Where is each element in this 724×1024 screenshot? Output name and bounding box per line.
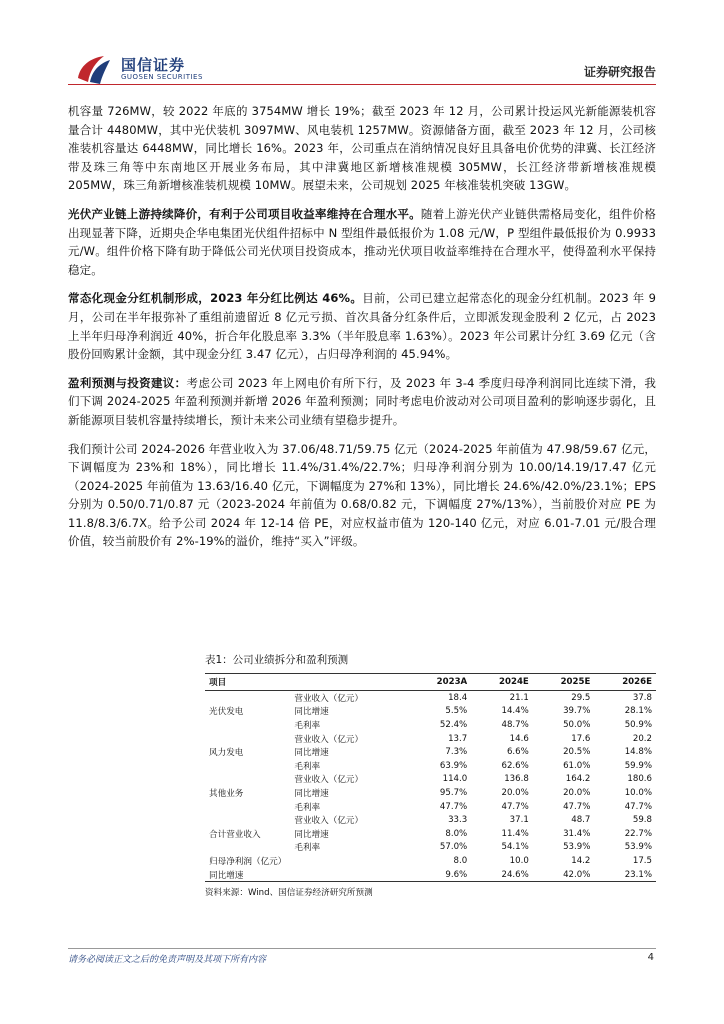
forecast-table [205, 673, 656, 882]
table-cell: 20.0% [563, 787, 591, 798]
table-cell [205, 773, 290, 787]
table-cell: 毛利率 [294, 802, 321, 813]
table-cell: 14.6 [509, 733, 529, 744]
table-cell: 47.7% [501, 801, 529, 812]
table-cell [290, 854, 408, 868]
table-row [205, 813, 656, 827]
table-cell: 毛利率 [294, 720, 321, 731]
table-cell: 50.9% [624, 719, 652, 730]
table-cell: 42.0% [533, 868, 595, 882]
table-cell: 136.8 [504, 774, 529, 785]
table-cell: 7.3% [445, 747, 468, 758]
table-cell [205, 800, 290, 814]
table-cell: 13.7 [448, 733, 468, 744]
table-row [205, 800, 656, 814]
table-cell: 23.1% [594, 868, 656, 882]
table-cell: 20.2 [632, 733, 652, 744]
table-cell: 9.6% [408, 868, 471, 882]
table-cell: 31.4% [563, 828, 591, 839]
table-cell: 57.0% [439, 842, 468, 853]
header-2025e: 2025E [533, 674, 595, 691]
table-cell: 毛利率 [294, 843, 321, 854]
table-cell: 光伏发电 [209, 707, 244, 718]
table-body [205, 691, 656, 882]
guosen-logo-icon [74, 52, 114, 86]
table-row [205, 868, 656, 882]
table-header-row [205, 674, 656, 691]
table-cell: 39.7% [563, 706, 591, 717]
table-cell: 同比增速 [294, 707, 329, 718]
table-row [205, 705, 656, 719]
table-cell: 同比增速 [205, 868, 290, 882]
table-cell: 10.0 [509, 855, 529, 866]
paragraph-lead: 光伏产业链上游持续降价，有利于公司项目收益率维持在合理水平。 [68, 206, 421, 221]
table-cell: 48.7 [571, 815, 591, 826]
logo-cn-text: 国信证券 [121, 56, 186, 74]
table-cell: 11.4% [501, 828, 529, 839]
paragraph-lead: 常态化现金分红机制形成，2023 年分红比例达 46%。 [68, 291, 363, 306]
table-cell: 17.6 [571, 733, 591, 744]
table-cell: 47.7% [624, 801, 652, 812]
header-divider [68, 84, 656, 85]
paragraph-text: 考虑公司 2023 年上网电价有所下行，及 2023 年 3-4 季度归母净利润同比连续下滑，我们下调 2024-2025 年盈利预测并新增 2026 年盈利预测；同时考虑电价波动对公司项目盈利的影响逐步弱化，且新能源项目装机容量持续增长，预计未来公司业绩有望稳步提升。 [68, 375, 657, 427]
table-cell: 同比增速 [294, 788, 329, 799]
table-cell: 10.0% [624, 787, 652, 798]
table-cell: 47.7% [439, 801, 468, 812]
table-cell: 6.6% [506, 747, 529, 758]
table-cell: 其他业务 [209, 788, 244, 799]
table-cell: 14.4% [501, 706, 529, 717]
table-cell: 22.7% [624, 828, 652, 839]
page-number: 4 [647, 952, 654, 963]
header-2024e: 2024E [471, 674, 533, 691]
table-cell [205, 759, 290, 773]
table-cell: 合计营业收入 [209, 829, 261, 840]
paragraph-text: 目前，公司已建立起常态化的现金分红机制。2023 年 9 月，公司在半年报弥补了重组前遗留近 8 亿元亏损、首次具备分红条件后，立即派发现金股利 2 亿元，占 2023 上半年归母净利润近 40%，折合年化股息率 3.3%（半年股息率 1.63%）。2023 年公司累计分红 3.69 亿元（含股份回购累计金额，其中现金分红 3.47 亿元），占归母净利润的 45.94%。 [68, 291, 656, 362]
table-cell: 28.1% [624, 706, 652, 717]
header-2026e: 2026E [594, 674, 656, 691]
header-item: 项目 [205, 674, 290, 691]
table-row [205, 827, 656, 841]
table-cell: 营业收入（亿元） [294, 775, 364, 786]
table-cell: 61.0% [563, 760, 591, 771]
forecast-table-block [205, 652, 656, 898]
paragraph-lead: 盈利预测与投资建议： [68, 375, 187, 390]
table-cell: 20.0% [501, 787, 529, 798]
paragraph-text: 随着上游光伏产业链供需格局变化，组件价格出现显著下降，近期央企华电集团光伏组件招标中 N 型组件最低报价为 1.08 元/W，P 型组件最低报价为 0.9933 元/W。组件价格下降有助于降低公司光伏项目投资成本，推动光伏项目收益率维持在合理水平，使得盈利水平保持稳定。 [68, 206, 657, 277]
table-row [205, 691, 656, 705]
table-cell: 54.1% [501, 842, 529, 853]
table-cell: 营业收入（亿元） [294, 734, 364, 745]
table-cell: 33.3 [448, 815, 468, 826]
table-cell: 毛利率 [294, 761, 321, 772]
table-row [205, 773, 656, 787]
table-cell: 29.5 [571, 692, 591, 703]
header-2023a: 2023A [408, 674, 471, 691]
table-cell: 62.6% [501, 760, 529, 771]
paragraph-capacity [68, 102, 656, 195]
paragraph-valuation [68, 440, 656, 552]
table-cell: 风力发电 [209, 748, 244, 759]
table-cell: 50.0% [563, 719, 591, 730]
table-cell: 8.0% [445, 828, 468, 839]
table-cell: 营业收入（亿元） [294, 816, 364, 827]
table-cell: 同比增速 [294, 829, 329, 840]
report-type-label: 证券研究报告 [583, 65, 656, 79]
table-cell [290, 868, 408, 882]
table-cell: 180.6 [627, 774, 652, 785]
table-cell [205, 732, 290, 746]
table-cell: 18.4 [448, 692, 468, 703]
table-cell: 5.5% [445, 706, 468, 717]
table-cell: 59.8 [632, 815, 652, 826]
table-cell: 53.9% [563, 842, 591, 853]
table-cell: 17.5 [632, 855, 652, 866]
table-cell: 53.9% [624, 842, 652, 853]
table-row [205, 786, 656, 800]
table-cell: 63.9% [439, 760, 468, 771]
table-cell: 24.6% [471, 868, 533, 882]
header-metric [290, 674, 408, 691]
table-cell: 14.2 [571, 855, 591, 866]
table-cell: 48.7% [501, 719, 529, 730]
table-cell: 同比增速 [294, 748, 329, 759]
table-cell: 营业收入（亿元） [294, 693, 364, 704]
logo-en-text: GUOSEN SECURITIES [121, 73, 203, 81]
table-cell [205, 841, 290, 855]
table-row [205, 718, 656, 732]
table-row [205, 732, 656, 746]
table-cell: 14.8% [624, 747, 652, 758]
footer-divider [68, 948, 656, 949]
guosen-logo [74, 52, 244, 86]
table-cell: 归母净利润（亿元） [209, 856, 287, 867]
paragraph-text: 机容量 726MW，较 2022 年底的 3754MW 增长 19%；截至 2023 年 12 月，公司累计投运风光新能源装机容量合计 4480MW，其中光伏装机 3097MW、风电装机 1257MW。资源储备方面，截至 2023 年 12 月，公司核准装机容量达 6448MW，同比增长 16%。2023 年，公司重点在消纳情况良好且具备电价优势的津冀、长江经济带及珠三角等中东南地区开展业务布局，其中津冀地区新增核准规模 305MW，长江经济带新增核准规模 205MW，珠三角新增核准装机规模 10MW。展望未来，公司规划 2025 年核准装机突破 13GW。 [68, 104, 656, 193]
table-cell: 8.0 [453, 855, 468, 866]
table-cell: 59.9% [624, 760, 652, 771]
paragraph-text: 我们预计公司 2024-2026 年营业收入为 37.06/48.71/59.75 亿元（2024-2025 年前值为 47.98/59.67 亿元，下调幅度为 23%和 18%），同比增长 11.4%/31.4%/22.7%；归母净利润分别为 10.00/14.19/17.47 亿元（2024-2025 年前值为 13.63/16.40 亿元，下调幅度为 27%和 13%），同比增长 24.6%/42.0%/23.1%；EPS 分别为 0.50/0.71/0.87 元（2023-2024 年前值为 0.68/0.82 元，下调幅度 27%/13%），当前股价对应 PE 为 11.8/8.3/6.7X。给予公司 2024 年 12-14 倍 PE，对应权益市值为 120-140 亿元，对应 6.01-7.01 元/股合理价值，较当前股价有 2%-19%的溢价，维持“买入”评级。 [68, 441, 656, 549]
table-cell: 21.1 [509, 692, 529, 703]
paragraph-dividend [68, 289, 656, 363]
page-header [0, 0, 724, 92]
table-cell: 37.1 [509, 815, 529, 826]
table-cell: 164.2 [565, 774, 591, 785]
table-cell: 37.8 [632, 692, 652, 703]
body-text [68, 102, 656, 561]
table-source: 资料来源：Wind、国信证券经济研究所预测 [205, 888, 373, 899]
table-row [205, 745, 656, 759]
table-cell: 52.4% [439, 719, 468, 730]
footer-disclaimer: 请务必阅读正文之后的免责声明及其项下所有内容 [68, 955, 267, 965]
table-cell: 47.7% [563, 801, 591, 812]
table-caption: 表1：公司业绩拆分和盈利预测 [205, 654, 349, 666]
table-row [205, 854, 656, 868]
table-row [205, 841, 656, 855]
paragraph-forecast [68, 374, 656, 430]
table-cell [205, 691, 290, 705]
table-cell: 95.7% [439, 787, 468, 798]
table-cell [205, 718, 290, 732]
table-row [205, 759, 656, 773]
table-cell [205, 813, 290, 827]
paragraph-pv-chain [68, 205, 656, 279]
table-cell: 114.0 [442, 774, 468, 785]
table-cell: 20.5% [563, 747, 591, 758]
